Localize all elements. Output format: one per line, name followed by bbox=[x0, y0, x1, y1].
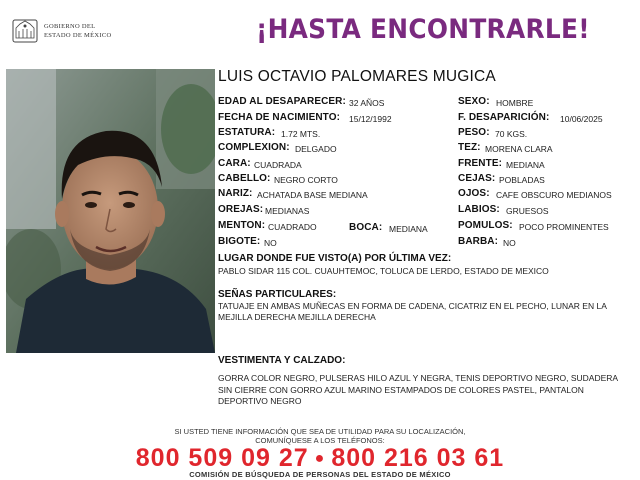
clothing-label: VESTIMENTA Y CALZADO: bbox=[218, 355, 346, 366]
phone-number-2[interactable]: 800 216 03 61 bbox=[331, 444, 505, 472]
birthdate-value: 15/12/1992 bbox=[349, 114, 392, 124]
clothing-value: GORRA COLOR NEGRO, PULSERAS HILO AZUL Y NEGRA, TENIS DEPORTIVO NEGRO, SUDADERA SIN CIERRE CON GORRO AZUL MARINO ESTAMPADOS DE COLORES PASTEL, PANTALON DEPORTIVO NEGRO bbox=[218, 373, 618, 406]
contact-line1: SI USTED TIENE INFORMACIÓN QUE SEA DE UTILIDAD PARA SU LOCALIZACIÓN, bbox=[174, 427, 466, 436]
particulars-value: TATUAJE EN AMBAS MUÑECAS EN FORMA DE CADENA, CICATRIZ EN EL PECHO, LUNAR EN LA MEJILLA DERECHA MEJILLA DERECHA bbox=[218, 301, 607, 322]
cheekbones-label: POMULOS: bbox=[458, 220, 513, 231]
gov-line2: ESTADO DE MÉXICO bbox=[44, 32, 112, 39]
eyebrows-label: CEJAS: bbox=[458, 173, 496, 184]
lips-value: GRUESOS bbox=[506, 206, 549, 216]
ears-label: OREJAS: bbox=[218, 204, 264, 215]
chin-value: CUADRADO bbox=[268, 222, 317, 232]
complexion-tone-value: MORENA CLARA bbox=[485, 144, 553, 154]
beard-label: BARBA: bbox=[458, 236, 499, 247]
height-value: 1.72 MTS. bbox=[281, 129, 321, 139]
gov-line1: GOBIERNO DEL bbox=[44, 23, 96, 30]
mustache-label: BIGOTE: bbox=[218, 236, 261, 247]
contact-line2: COMUNÍQUESE A LOS TELÉFONOS: bbox=[255, 436, 385, 445]
ears-value: MEDIANAS bbox=[265, 206, 310, 216]
bullet-dot-icon: ● bbox=[314, 450, 326, 468]
complexion-tone-label: TEZ: bbox=[458, 142, 481, 153]
government-logo bbox=[8, 14, 118, 48]
hair-value: NEGRO CORTO bbox=[274, 175, 338, 185]
sex-label: SEXO: bbox=[458, 96, 490, 107]
contact-instructions bbox=[0, 427, 640, 445]
person-photo-image bbox=[6, 69, 215, 353]
age-value: 32 AÑOS bbox=[349, 98, 385, 108]
nose-value: ACHATADA BASE MEDIANA bbox=[257, 190, 368, 200]
last-seen-label: LUGAR DONDE FUE VISTO(A) POR ÚLTIMA VEZ: bbox=[218, 253, 452, 264]
chin-label: MENTON: bbox=[218, 220, 266, 231]
lips-label: LABIOS: bbox=[458, 204, 500, 215]
eyes-label: OJOS: bbox=[458, 188, 490, 199]
sex-value: HOMBRE bbox=[496, 98, 534, 108]
disappearance-date-value: 10/06/2025 bbox=[560, 114, 603, 124]
state-seal-icon bbox=[12, 16, 38, 44]
hair-label: CABELLO: bbox=[218, 173, 271, 184]
face-value: CUADRADA bbox=[254, 160, 302, 170]
forehead-label: FRENTE: bbox=[458, 158, 503, 169]
build-label: COMPLEXION: bbox=[218, 142, 290, 153]
missing-person-photo bbox=[6, 69, 215, 353]
last-seen-value: PABLO SIDAR 115 COL. CUAUHTEMOC, TOLUCA DE LERDO, ESTADO DE MEXICO bbox=[218, 266, 549, 276]
height-label: ESTATURA: bbox=[218, 127, 276, 138]
mouth-label: BOCA: bbox=[349, 222, 383, 233]
birthdate-label: FECHA DE NACIMIENTO: bbox=[218, 112, 340, 123]
person-name: LUIS OCTAVIO PALOMARES MUGICA bbox=[218, 68, 496, 85]
beard-value: NO bbox=[503, 238, 516, 248]
disappearance-date-label: F. DESAPARICIÓN: bbox=[458, 112, 550, 123]
mustache-value: NO bbox=[264, 238, 277, 248]
weight-value: 70 KGS. bbox=[495, 129, 528, 139]
particulars-label: SEÑAS PARTICULARES: bbox=[218, 289, 337, 300]
phone-numbers bbox=[0, 444, 640, 473]
age-label: EDAD AL DESAPARECER: bbox=[218, 96, 346, 107]
mouth-value: MEDIANA bbox=[389, 224, 428, 234]
weight-label: PESO: bbox=[458, 127, 490, 138]
eyebrows-value: POBLADAS bbox=[499, 175, 545, 185]
banner-title: ¡HASTA ENCONTRARLE! bbox=[256, 14, 590, 45]
phone-number-1[interactable]: 800 509 09 27 bbox=[135, 444, 309, 472]
build-value: DELGADO bbox=[295, 144, 337, 154]
cheekbones-value: POCO PROMINENTES bbox=[519, 222, 609, 232]
nose-label: NARIZ: bbox=[218, 188, 253, 199]
face-label: CARA: bbox=[218, 158, 251, 169]
forehead-value: MEDIANA bbox=[506, 160, 545, 170]
eyes-value: CAFE OBSCURO MEDIANOS bbox=[496, 190, 612, 200]
commission-name: COMISIÓN DE BÚSQUEDA DE PERSONAS DEL ESTADO DE MÉXICO bbox=[189, 470, 451, 479]
